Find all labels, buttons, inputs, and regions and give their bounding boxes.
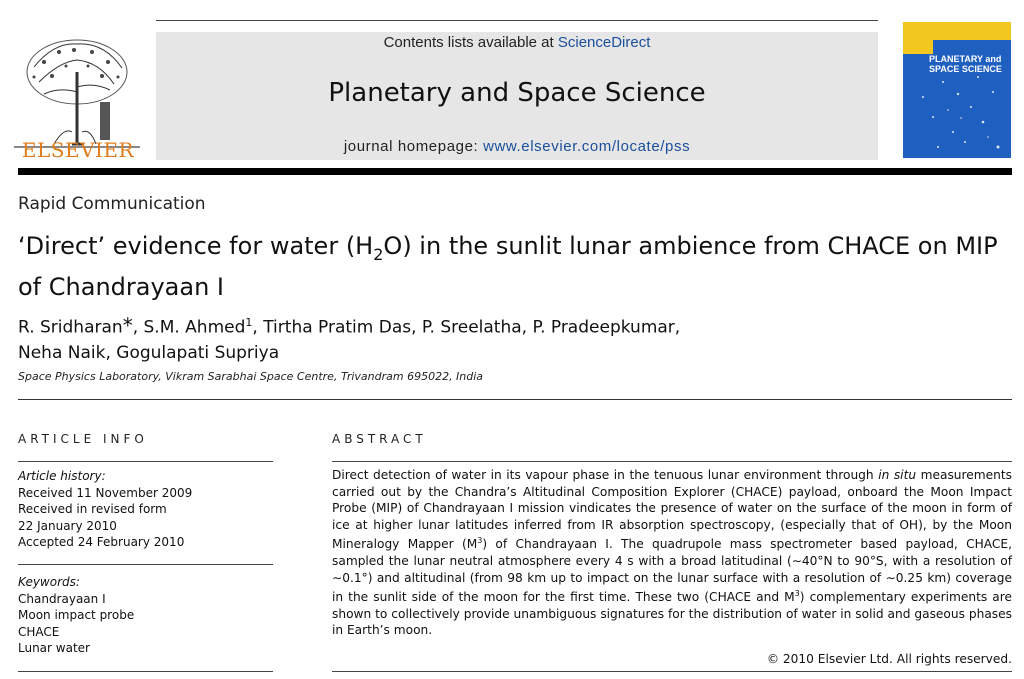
keyword-item: Chandrayaan I [18, 591, 106, 606]
corresponding-author-star: * [122, 313, 133, 338]
article-info-rule-top [18, 461, 273, 462]
author-sridharan[interactable]: R. Sridharan [18, 317, 123, 338]
copyright-notice: © 2010 Elsevier Ltd. All rights reserved. [766, 652, 1012, 666]
authors-line-2[interactable]: Neha Naik, Gogulapati Supriya [18, 342, 280, 363]
keyword-item: Lunar water [18, 641, 90, 655]
head-divider [18, 399, 1012, 400]
header-top-rule [156, 20, 878, 21]
article-type: Rapid Communication [18, 194, 206, 214]
title-subscript: 2 [373, 244, 384, 264]
title-part1: ‘Direct’ evidence for water (H [18, 232, 374, 260]
keyword-item: Moon impact probe [18, 608, 135, 622]
abstract-sup-2: 3 [794, 589, 800, 599]
abstract-sup-1: 3 [477, 536, 483, 546]
contents-line [156, 34, 878, 51]
keywords-label: Keywords: [18, 575, 80, 589]
title-part2: O) in the sunlit lunar ambience from CHACE on MIP of Chandrayaan I [18, 232, 998, 301]
keywords [18, 574, 273, 657]
publisher-name: ELSEVIER [21, 138, 135, 162]
history-revised-date: 22 January 2010 [18, 518, 117, 533]
article-info-heading: ARTICLE INFO [18, 432, 148, 446]
abstract-in-situ: in situ [878, 468, 917, 482]
article-info-rule-bottom [18, 671, 273, 672]
article-info-rule-mid [18, 564, 273, 565]
article-history-label: Article history: [18, 469, 106, 483]
journal-title: Planetary and Space Science [328, 78, 706, 108]
homepage-prefix: journal homepage: [343, 138, 484, 155]
cover-title-line2: SPACE SCIENCE [929, 64, 1002, 74]
header-bottom-rule [18, 168, 1012, 175]
abstract-seg-2: measurements carried out by the Chandra’s Altitudinal Composition Explorer (CHACE) payload, onboard the Moon Impact Probe (MIP) of Chandrayaan I mission vindicates the presence of water on the surface of the moon in form of ice at higher lunar latitudes inferred from IR absorption spectroscopy, (especially that of OH), by the Moon Mineralogy Mapper (M [332, 468, 1012, 552]
cover-art [903, 22, 1011, 158]
abstract-seg-4: ) complementary experiments are shown to collectively provide unambiguous signatures for the distribution of water in solid and gaseous phases in Earth’s moon. [332, 590, 1012, 638]
abstract-seg-3: ) of Chandrayaan I. The quadrupole mass spectrometer based payload, CHACE, sampled the lunar neutral atmosphere every 4 s with a broad latitudinal (∼40°N to 90°S, with a resolution of ∼0.1°) and altitudinal (from 98 km up to impact on the lunar surface with a resolution of ∼0.25 km) coverage in the sunlit side of the moon for the first time. These two (CHACE and M [332, 537, 1012, 605]
abstract-rule-bottom [332, 671, 1012, 672]
abstract-seg-1: Direct detection of water in its vapour phase in the tenuous lunar environment through [332, 468, 879, 482]
contents-prefix: Contents lists available at [383, 34, 558, 51]
article-title [18, 230, 1008, 304]
journal-cover-image [903, 22, 1011, 158]
history-received: Received 11 November 2009 [18, 485, 193, 500]
article-history [18, 468, 273, 551]
history-revised: Received in revised form [18, 502, 167, 516]
author-ahmed[interactable]: , S.M. Ahmed [132, 317, 246, 338]
authors-line-1 [18, 310, 1008, 341]
abstract-body [332, 467, 1012, 639]
abstract-heading: ABSTRACT [332, 432, 427, 446]
affiliation: Space Physics Laboratory, Vikram Sarabhai Space Centre, Trivandram 695022, India [18, 370, 484, 383]
abstract-rule-top [332, 461, 1012, 462]
authors-rest-line1[interactable]: , Tirtha Pratim Das, P. Sreelatha, P. Pradeepkumar, [252, 317, 681, 338]
homepage-line [156, 138, 878, 155]
keyword-item: CHACE [18, 624, 60, 639]
author-list [18, 310, 1008, 366]
author-footnote-marker: 1 [245, 316, 253, 329]
cover-title-line1: PLANETARY and [929, 54, 1002, 64]
journal-homepage-link[interactable]: www.elsevier.com/locate/pss [483, 138, 691, 155]
sciencedirect-link[interactable]: ScienceDirect [557, 34, 651, 51]
history-accepted: Accepted 24 February 2010 [18, 535, 185, 549]
